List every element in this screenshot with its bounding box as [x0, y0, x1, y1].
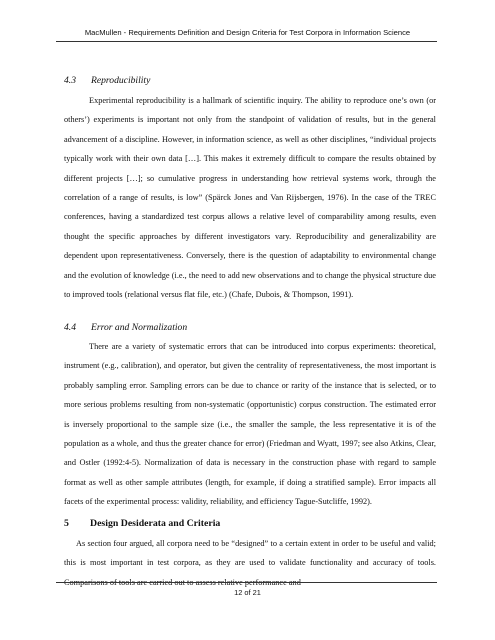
section-heading-4-4: [64, 322, 187, 333]
section-title: Reproducibility: [91, 75, 151, 86]
section-body-4-3: [64, 91, 436, 304]
section-number: 4.3: [64, 75, 76, 86]
section-title: Error and Normalization: [91, 322, 188, 333]
section-heading-5: [64, 518, 220, 529]
section-number: 4.4: [64, 322, 76, 333]
paragraph: As section four argued, all corpora need to be “designed” to a certain extent in order to be useful and valid; this is most important in test corpora, as they are used to validate functionality and accuracy of tools. Comparisons of tools are carried out to assess relative performance and: [64, 539, 436, 587]
section-number: 5: [64, 518, 69, 529]
section-body-4-4: [64, 337, 436, 512]
page-number: 12 of 21: [234, 588, 261, 597]
paragraph: Experimental reproducibility is a hallmark of scientific inquiry. The ability to reproduce one’s own (or others’) experiments is important not only from the standpoint of validation of results, but in the general advancement of a discipline. However, in information science, as well as other disciplines, “individual projects typically work with their own data […]. This makes it extremely difficult to compare the results obtained by different projects […]; so cumulative progress in understanding how retrieval systems work, through the correlation of a range of results, is low” (Spärck Jones and Van Rijsbergen, 1976). In the case of the TREC conferences, having a standardized test corpus allows a relative level of comparability among results, even thought the specific approaches by different investigators vary. Reproducibility and generalizability are dependent upon representativeness. Conversely, there is the question of adaptability to environmental change and the evolution of knowledge (i.e., the need to add new observations and to change the physical structure due to improved tools (relational versus flat file, etc.) (Chafe, Dubois, & Thompson, 1991).: [64, 96, 436, 300]
paragraph: There are a variety of systematic errors that can be introduced into corpus experiments: theoretical, instrument (e.g., calibration), and operator, but given the centrality of representativeness, the most important is probably sampling error. Sampling errors can be due to chance or rarity of the instance that is selected, or to more serious problems resulting from non-systematic (opportunistic) corpus construction. The estimated error is inversely proportional to the sample size (i.e., the smaller the sample, the less representative it is of the population as a whole, and thus the greater chance for error) (Friedman and Wyatt, 1997; see also Atkins, Clear, and Ostler (1992:4-5). Normalization of data is necessary in the construction phase with regard to sample format as well as other sample attributes (length, for example, if doing a stratified sample). Error impacts all facets of the experimental process: validity, reliability, and efficiency Tague-Sutcliffe, 1992).: [64, 342, 436, 507]
running-header: MacMullen - Requirements Definition and Design Criteria for Test Corpora in Information Science: [84, 28, 411, 37]
header-rule: [56, 41, 437, 42]
footer-rule: [56, 582, 437, 583]
section-body-5: [64, 534, 436, 592]
section-title: Design Desiderata and Criteria: [90, 518, 221, 529]
section-heading-4-3: [64, 75, 150, 86]
